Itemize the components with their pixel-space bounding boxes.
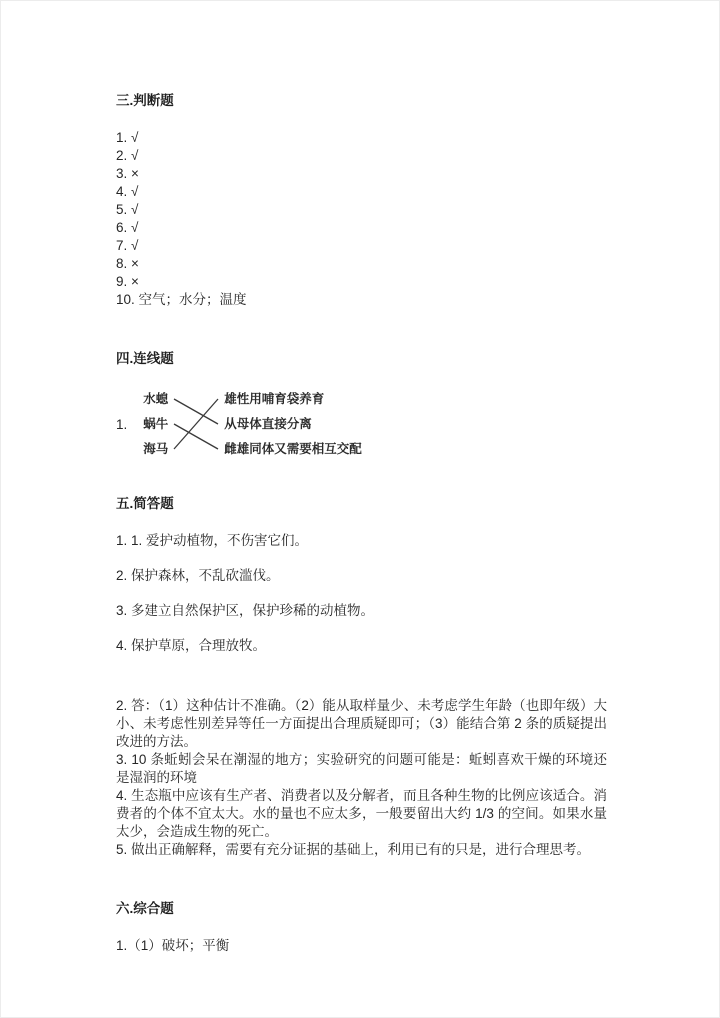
matching-right-column — [224, 387, 362, 462]
list-item: 3. 多建立自然保护区，保护珍稀的动植物。 — [116, 603, 375, 618]
short-answer-paragraphs — [116, 697, 607, 859]
matching-right-item: 雄性用哺育袋养育 — [224, 392, 325, 406]
matching-left-item: 海马 — [143, 442, 169, 456]
answer-paragraph: 3. 10 条蚯蚓会呆在潮湿的地方；实验研究的问题可能是：蚯蚓喜欢干燥的环境还是湿润的环境 — [116, 752, 607, 785]
list-item: 1. 1. 爱护动植物，不伤害它们。 — [116, 533, 309, 548]
comprehensive-answer: 1.（1）破坏；平衡 — [116, 938, 230, 953]
list-item: 5. √ — [116, 202, 139, 217]
matching-left-column — [143, 387, 168, 462]
matching-left-item: 蜗牛 — [143, 417, 169, 431]
answer-paragraph: 2. 答：（1）这种估计不准确。（2）能从取样量少、未考虑学生年龄（也即年级）大小、未考虑性别差异等任一方面提出合理质疑即可；（3）能结合第 2 条的质疑提出改进的方法。 — [116, 698, 607, 749]
list-item: 8. × — [116, 256, 139, 271]
list-item: 7. √ — [116, 238, 139, 253]
section-title-matching: 四.连线题 — [116, 351, 174, 366]
list-item: 2. √ — [116, 148, 139, 163]
short-answer-q1-list — [116, 532, 607, 655]
list-item: 9. × — [116, 274, 139, 289]
section-title-short-answer: 五.简答题 — [116, 496, 174, 511]
list-item: 1. √ — [116, 130, 139, 145]
list-item: 4. 保护草原，合理放牧。 — [116, 638, 267, 653]
matching-diagram — [116, 387, 607, 462]
answer-paragraph: 5. 做出正确解释，需要有充分证据的基础上，利用已有的只是，进行合理思考。 — [116, 842, 591, 857]
list-item: 2. 保护森林，不乱砍滥伐。 — [116, 568, 280, 583]
matching-lines-graphic — [173, 387, 219, 462]
list-item: 10. 空气；水分；温度 — [116, 292, 247, 307]
matching-right-item: 雌雄同体又需要相互交配 — [224, 442, 362, 456]
list-item: 3. × — [116, 166, 139, 181]
matching-left-item: 水螅 — [143, 392, 169, 406]
question-number: 1. — [116, 416, 128, 432]
list-item: 4. √ — [116, 184, 139, 199]
answer-paragraph: 4. 生态瓶中应该有生产者、消费者以及分解者，而且各种生物的比例应该适合。消费者的个体不宜太大。水的量也不应太多，一般要留出大约 1/3 的空间。如果水量太少，会造成生物的死亡。 — [116, 788, 607, 839]
section-title-comprehensive: 六.综合题 — [116, 901, 174, 916]
matching-right-item: 从母体直接分离 — [224, 417, 312, 431]
section-title-judgment: 三.判断题 — [116, 93, 174, 108]
list-item: 6. √ — [116, 220, 139, 235]
judgment-answer-list — [116, 129, 607, 309]
